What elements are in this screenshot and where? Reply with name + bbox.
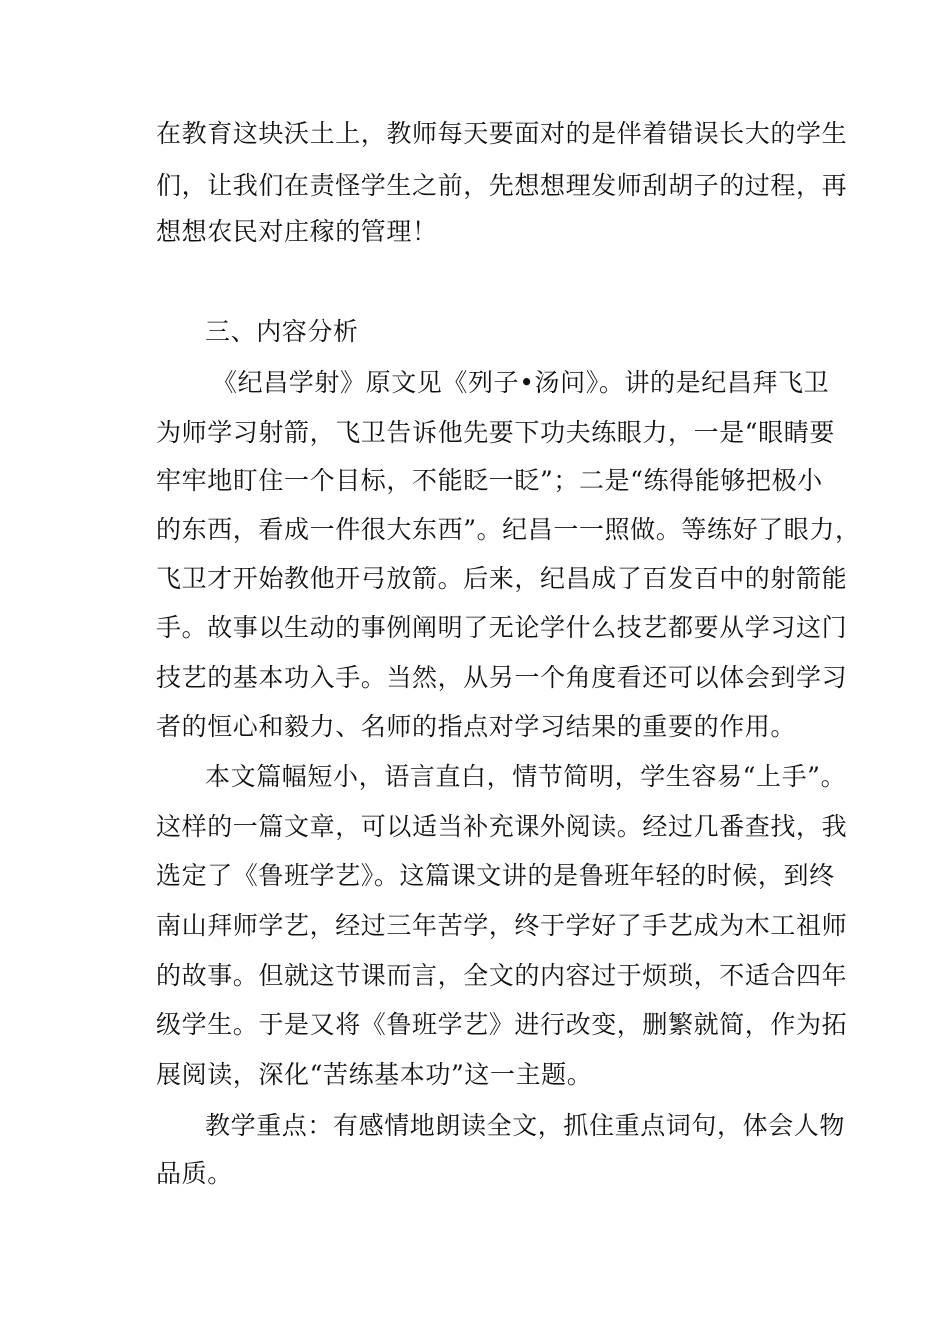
text-line: 们，让我们在责怪学生之前，先想想理发师刮胡子的过程，再 — [156, 171, 848, 200]
text-line: 教学重点：有感情地朗读全文，抓住重点词句，体会人物 — [205, 1111, 846, 1140]
text-line: 这样的一篇文章，可以适当补充课外阅读。经过几番查找，我 — [156, 812, 848, 841]
text-line: 在教育这块沃土上，教师每天要面对的是伴着错误长大的学生 — [156, 119, 848, 148]
text-line: 想想农民对庄稼的管理！ — [156, 217, 438, 246]
text-line: 技艺的基本功入手。当然，从另一个角度看还可以体会到学习 — [156, 663, 848, 692]
text-line: 选定了《鲁班学艺》。这篇课文讲的是鲁班年轻的时候，到终 — [156, 861, 835, 890]
text-line: 展阅读，深化“苦练基本功”这一主题。 — [156, 1060, 593, 1089]
text-line: 南山拜师学艺，经过三年苦学，终于学好了手艺成为木工祖师 — [156, 911, 848, 940]
section-heading: 三、内容分析 — [205, 317, 359, 346]
text-line: 手。故事以生动的事例阐明了无论学什么技艺都要从学习这门 — [156, 613, 848, 642]
text-line: 飞卫才开始教他开弓放箭。后来，纪昌成了百发百中的射箭能 — [156, 564, 848, 593]
text-line: 级学生。于是又将《鲁班学艺》进行改变，删繁就简，作为拓 — [156, 1010, 848, 1039]
text-line: 品质。 — [156, 1159, 233, 1188]
text-line: 的东西，看成一件很大东西”。纪昌一一照做。等练好了眼力， — [156, 515, 861, 544]
text-line: 《纪昌学射》原文见《列子•汤问》。讲的是纪昌拜飞卫 — [212, 368, 830, 397]
text-line: 本文篇幅短小，语言直白，情节简明，学生容易“上手”。 — [205, 762, 847, 791]
text-line: 者的恒心和毅力、名师的指点对学习结果的重要的作用。 — [156, 712, 797, 741]
text-line: 的故事。但就这节课而言，全文的内容过于烦琐，不适合四年 — [156, 961, 848, 990]
text-line: 牢牢地盯住一个目标，不能眨一眨”；二是“练得能够把极小 — [156, 466, 823, 495]
text-line: 为师学习射箭，飞卫告诉他先要下功夫练眼力，一是“眼睛要 — [156, 418, 835, 447]
